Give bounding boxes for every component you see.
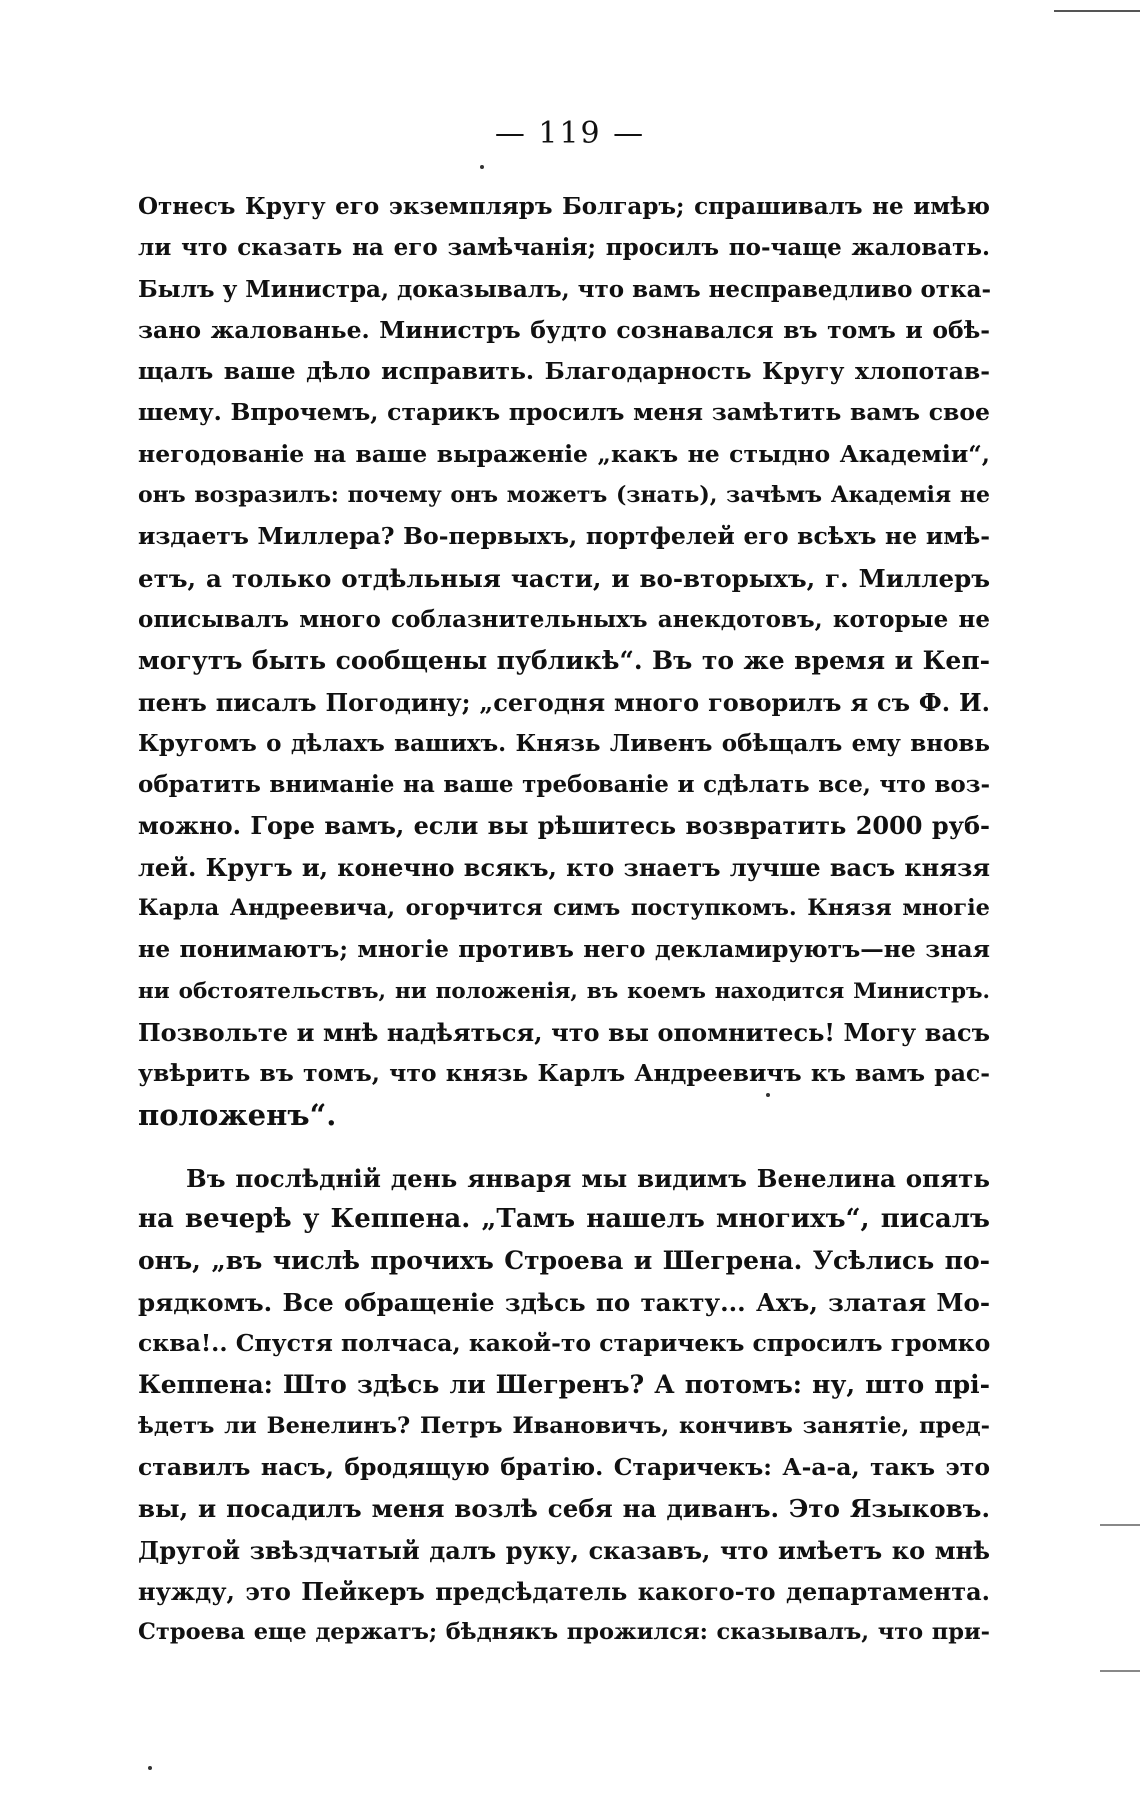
- body-text: [138, 186, 990, 1653]
- text-line: Кругомъ о дѣлахъ вашихъ. Князь Ливенъ обѣщалъ ему вновь: [138, 729, 990, 757]
- text-line: Карла Андреевича, огорчится симъ поступкомъ. Князя многіе: [138, 895, 990, 922]
- text-line: рядкомъ. Все обращеніе здѣсь по такту... Ахъ, златая Мо-: [138, 1287, 990, 1317]
- text-line: Кеппена: Што здѣсь ли Шегренъ? А потомъ: ну, што прі-: [138, 1370, 990, 1400]
- scan-edge-rule: [1054, 10, 1140, 12]
- text-line: лей. Кругъ и, конечно всякъ, кто знаетъ лучше васъ князя: [138, 852, 990, 882]
- scan-edge-mark: [1100, 1524, 1140, 1526]
- text-line: обратить вниманіе на ваше требованіе и сдѣлать все, что воз-: [138, 771, 990, 799]
- text-line: на вечерѣ у Кеппена. „Тамъ нашелъ многихъ“, писалъ: [138, 1204, 990, 1235]
- text-line: не понимаютъ; многіе противъ него декламируютъ—не зная: [138, 935, 990, 964]
- text-line: Былъ у Министра, доказывалъ, что вамъ несправедливо отка-: [138, 275, 992, 303]
- paragraph: [138, 186, 990, 1136]
- text-line: Въ послѣдній день января мы видимъ Венелина опять: [186, 1163, 990, 1193]
- text-line: ни обстоятельствъ, ни положенія, въ коемъ находится Министръ.: [138, 978, 990, 1004]
- text-line: онъ возразилъ: почему онъ можетъ (знать), зачѣмъ Академія не: [138, 482, 990, 509]
- text-line: шему. Впрочемъ, старикъ просилъ меня замѣтить вамъ свое: [138, 398, 990, 427]
- text-line: негодованіе на ваше выраженіе „какъ не стыдно Академіи“,: [138, 439, 990, 468]
- text-line: нужду, это Пейкеръ предсѣдатель какого-то департамента.: [138, 1576, 990, 1606]
- text-line: ѣдетъ ли Венелинъ? Петръ Ивановичъ, кончивъ занятіе, пред-: [138, 1412, 990, 1439]
- text-line: пенъ писалъ Погодину; „сегодня много говорилъ я съ Ф. И.: [138, 687, 990, 717]
- text-line: ставилъ насъ, бродящую братію. Старичекъ: А-а-а, такъ это: [138, 1452, 990, 1481]
- text-line: положенъ“.: [138, 1097, 337, 1132]
- text-line: онъ, „въ числѣ прочихъ Строева и Шегрена. Усѣлись по-: [138, 1246, 990, 1276]
- text-line: Строева еще держатъ; бѣднякъ прожился: сказывалъ, что при-: [138, 1619, 990, 1646]
- text-line: Отнесъ Кругу его экземпляръ Болгаръ; спрашивалъ не имѣю: [138, 193, 990, 220]
- text-line: сква!.. Спустя полчаса, какой-то старичекъ спросилъ громко: [138, 1329, 991, 1358]
- text-line: описывалъ много соблазнительныхъ анекдотовъ, которые не: [138, 605, 990, 633]
- paragraph-gap: [138, 1136, 990, 1158]
- ink-speck: [148, 1766, 152, 1770]
- ink-speck: [480, 165, 484, 169]
- text-line: зано жалованье. Министръ будто сознавался въ томъ и обѣ-: [138, 315, 990, 344]
- text-line: вы, и посадилъ меня возлѣ себя на диванъ. Это Языковъ.: [138, 1494, 990, 1524]
- text-line: ли что сказать на его замѣчанія; просилъ по-чаще жаловать.: [138, 234, 990, 262]
- text-line: Позвольте и мнѣ надѣяться, что вы опомнитесь! Могу васъ: [138, 1017, 990, 1047]
- scan-edge-mark: [1100, 1670, 1140, 1672]
- text-line: увѣрить въ томъ, что князь Карлъ Андреевичъ къ вамъ рас-: [138, 1059, 990, 1088]
- text-line: Другой звѣздчатый далъ руку, сказавъ, что имѣетъ ко мнѣ: [138, 1535, 990, 1565]
- text-line: можно. Горе вамъ, если вы рѣшитесь возвратить 2000 руб-: [138, 811, 990, 841]
- paragraph: [138, 1158, 990, 1654]
- text-line: издаетъ Миллера? Во-первыхъ, портфелей его всѣхъ не имѣ-: [138, 522, 990, 551]
- page-number: — 119 —: [494, 116, 646, 151]
- text-line: щалъ ваше дѣло исправить. Благодарность Кругу хлопотав-: [138, 357, 990, 386]
- text-line: могутъ быть сообщены публикѣ“. Въ то же время и Кеп-: [138, 646, 990, 676]
- text-line: етъ, а только отдѣльныя части, и во-вторыхъ, г. Миллеръ: [138, 563, 990, 593]
